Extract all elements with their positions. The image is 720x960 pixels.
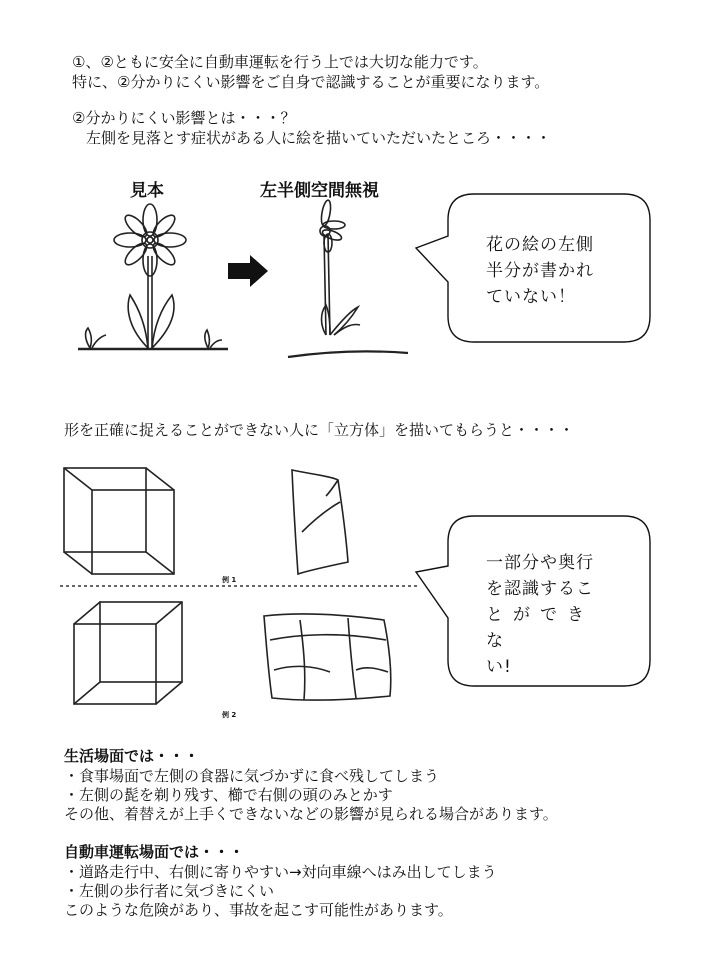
section-description: 左側を見落とす症状がある人に絵を描いていただいたところ・・・・ (86, 129, 552, 147)
sample-label: 見本 (130, 181, 164, 201)
driving-item-1: ・道路走行中、右側に寄りやすい→対向車線へはみ出してしまう (64, 863, 497, 881)
life-summary: その他、着替えが上手くできないなどの影響が見られる場合があります。 (64, 805, 558, 823)
cube-sample-1 (60, 462, 180, 578)
life-heading: 生活場面では・・・ (64, 747, 200, 765)
cube-drawing-1 (280, 466, 360, 576)
cube-drawing-2 (260, 610, 400, 706)
neglect-label: 左半側空間無視 (260, 181, 379, 201)
cube-bubble-text: 一部分や奥行 を認識するこ とができな い! (486, 553, 594, 677)
sample-flower-drawing (60, 200, 230, 360)
example-1-label: 例 1 (222, 576, 237, 584)
example-2-label: 例 2 (222, 711, 237, 719)
neglect-flower-drawing (280, 195, 420, 365)
cube-intro: 形を正確に捉えることができない人に「立方体」を描いてもらうと・・・・ (64, 421, 575, 439)
intro-line-1: ①、②ともに安全に自動車運転を行う上では大切な能力です。 (72, 53, 488, 71)
right-arrow-icon (228, 255, 268, 287)
driving-item-2: ・左側の歩行者に気づきにくい (64, 882, 275, 900)
divider (60, 584, 420, 588)
life-item-1: ・食事場面で左側の食器に気づかずに食べ残してしまう (64, 767, 440, 785)
intro-line-2: 特に、②分かりにくい影響をご自身で認識することが重要になります。 (72, 73, 550, 91)
section-heading: ②分かりにくい影響とは・・・？ (72, 109, 296, 127)
life-item-2: ・左側の髭を剃り残す、櫛で右側の頭のみとかす (64, 786, 393, 804)
driving-heading: 自動車運転場面では・・・ (64, 843, 245, 861)
cube-sample-2 (70, 598, 192, 710)
flower-bubble-text: 花の絵の左側 半分が書かれ ていない！ (486, 235, 594, 307)
driving-summary: このような危険があり、事故を起こす可能性があります。 (64, 901, 453, 919)
